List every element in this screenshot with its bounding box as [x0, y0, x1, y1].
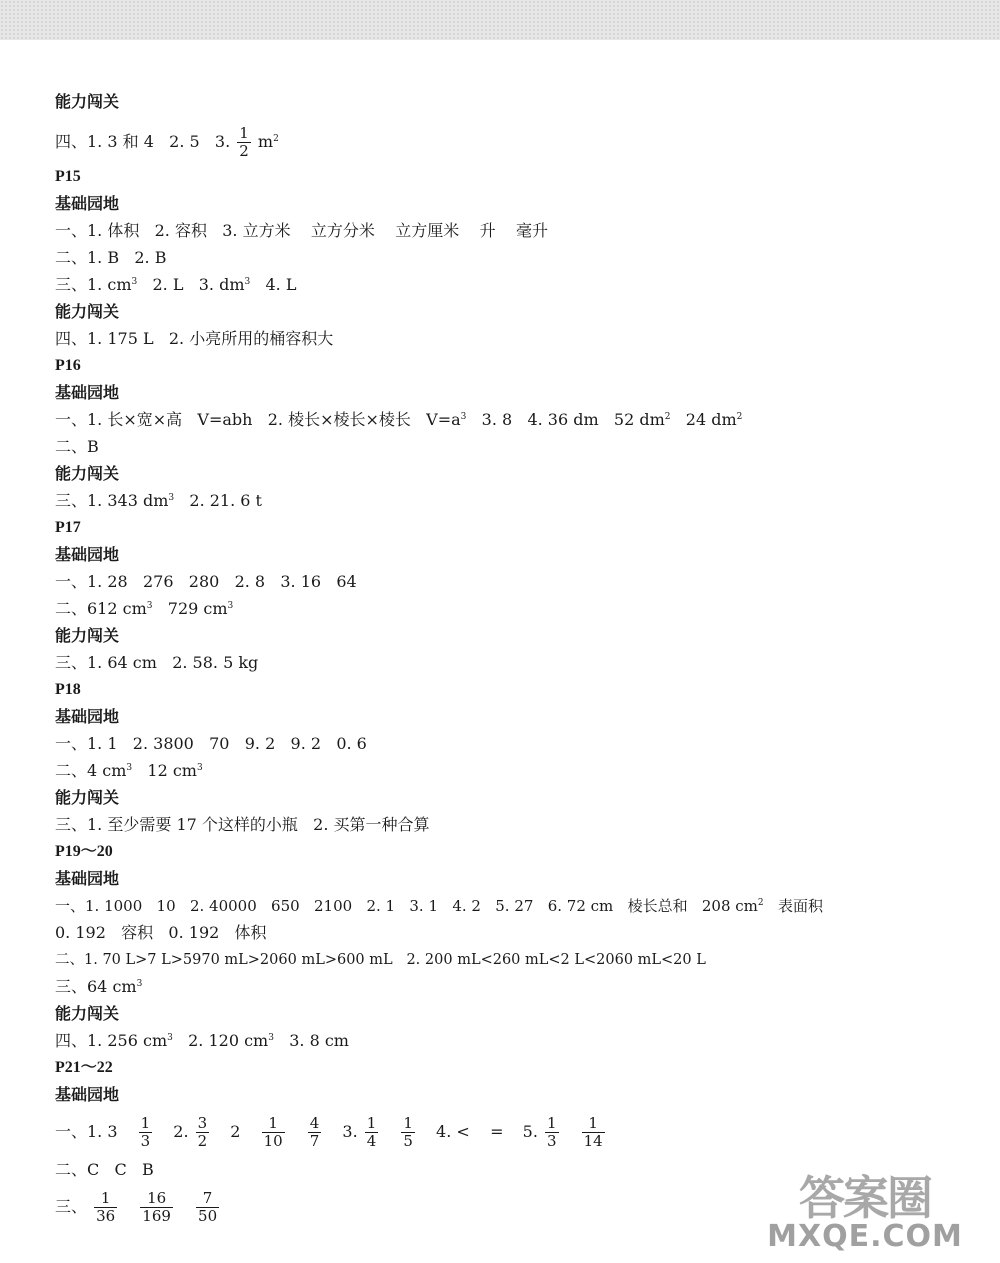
answer-line: 一、1. 28 276 280 2. 8 3. 16 64 — [55, 572, 357, 591]
section-heading: 基础园地 — [55, 869, 120, 888]
section-heading: 基础园地 — [55, 707, 120, 726]
fraction: $\frac{1}{36}$ — [96, 1189, 116, 1225]
answer-line: 三、1. 至少需要 17 个这样的小瓶 2. 买第一种合算 — [55, 815, 430, 834]
fraction: $\frac{3}{2}$ — [197, 1114, 208, 1150]
section-heading: 能力闯关 — [55, 464, 120, 483]
fraction: $\frac{1}{5}$ — [403, 1114, 413, 1150]
fraction: $\frac{1}{2}$ — [239, 124, 249, 160]
fraction: $\frac{1}{14}$ — [583, 1114, 603, 1150]
section-heading: 基础园地 — [55, 194, 120, 213]
fraction: $\frac{16}{169}$ — [142, 1189, 171, 1225]
section-heading: 能力闯关 — [55, 92, 120, 111]
page-ref: P16 — [55, 357, 81, 374]
fraction: $\frac{1}{10}$ — [263, 1114, 283, 1150]
section-heading: 基础园地 — [55, 545, 120, 564]
section-heading: 能力闯关 — [55, 1004, 120, 1023]
answer-line: 二、B — [55, 437, 99, 456]
answer-line: 三、1. $cm^3$ 2. L 3. $dm^3$ 4. L — [55, 275, 297, 294]
answer-line: 四、1. 256 $cm^3$ 2. 120 $cm^3$ 3. 8 cm — [55, 1031, 349, 1050]
fraction: $\frac{7}{50}$ — [198, 1189, 218, 1225]
answer-line: 一、1. 3 $\frac{1}{3}$ 2. $\frac{3}{2}$ 2 $\frac{1}{10}$ $\frac{4}{7}$ 3. $\frac{1}{4}$ $\frac{1}{5}$ 4. < = 5. $\frac{1}{3}$ $\frac{1}{14}$ — [55, 1114, 603, 1150]
answer-line: 二、1. B 2. B — [55, 248, 167, 267]
fraction: $\frac{4}{7}$ — [309, 1114, 320, 1150]
answer-line: 一、1. 体积 2. 容积 3. 立方米 立方分米 立方厘米 升 毫升 — [55, 221, 548, 240]
answer-line: 二、4 $cm^3$ 12 $cm^3$ — [55, 761, 203, 780]
answer-line: 三、 $\frac{1}{36}$ $\frac{16}{169}$ $\frac{7}{50}$ — [55, 1189, 218, 1225]
answer-line: 一、1. 1000 10 2. 40000 650 2100 2. 1 3. 1 4. 2 5. 27 6. 72 cm 棱长总和 208 $cm^2$ 表面积 — [55, 897, 823, 915]
section-heading: 能力闯关 — [55, 302, 120, 321]
page-ref: P19～20 — [55, 843, 113, 860]
answer-line: 二、C C B — [55, 1160, 154, 1179]
page-ref: P18 — [55, 681, 81, 698]
scan-top-band — [0, 0, 1000, 40]
answer-line: 二、612 $cm^3$ 729 $cm^3$ — [55, 599, 234, 618]
section-heading: 能力闯关 — [55, 788, 120, 807]
page-ref: P15 — [55, 168, 81, 185]
answer-line: 三、64 $cm^3$ — [55, 977, 143, 996]
answer-line: 二、1. 70 L>7 L>5970 mL>2060 mL>600 mL 2. 200 mL<260 mL<2 L<2060 mL<20 L — [55, 952, 706, 968]
fraction: $\frac{1}{3}$ — [140, 1114, 151, 1150]
page-ref: P21～22 — [55, 1059, 113, 1076]
answer-line: 一、1. 长×宽×高 V=abh 2. 棱长×棱长×棱长 $V=a^3$ 3. 8 4. 36 dm 52 $dm^2$ 24 $dm^2$ — [55, 410, 743, 429]
answer-line: 四、1. 175 L 2. 小亮所用的桶容积大 — [55, 329, 334, 348]
page-ref: P17 — [55, 519, 81, 536]
answer-line: 三、1. 343 $dm^3$ 2. 21. 6 t — [55, 491, 262, 510]
section-heading: 能力闯关 — [55, 626, 120, 645]
answer-line: 四、1. 3 和 4 2. 5 3. $\frac{1}{2}$ $m^2$ — [55, 124, 279, 160]
fraction: $\frac{1}{4}$ — [366, 1114, 377, 1150]
watermark-logo: 答案圈 MXQE.COM — [767, 1171, 963, 1254]
answer-line: 一、1. 1 2. 3800 70 9. 2 9. 2 0. 6 — [55, 734, 367, 753]
fraction: $\frac{1}{3}$ — [547, 1114, 557, 1150]
section-heading: 基础园地 — [55, 1085, 120, 1104]
answer-line: 三、1. 64 cm 2. 58. 5 kg — [55, 653, 259, 672]
section-heading: 基础园地 — [55, 383, 120, 402]
answer-line: 0. 192 容积 0. 192 体积 — [55, 923, 267, 942]
